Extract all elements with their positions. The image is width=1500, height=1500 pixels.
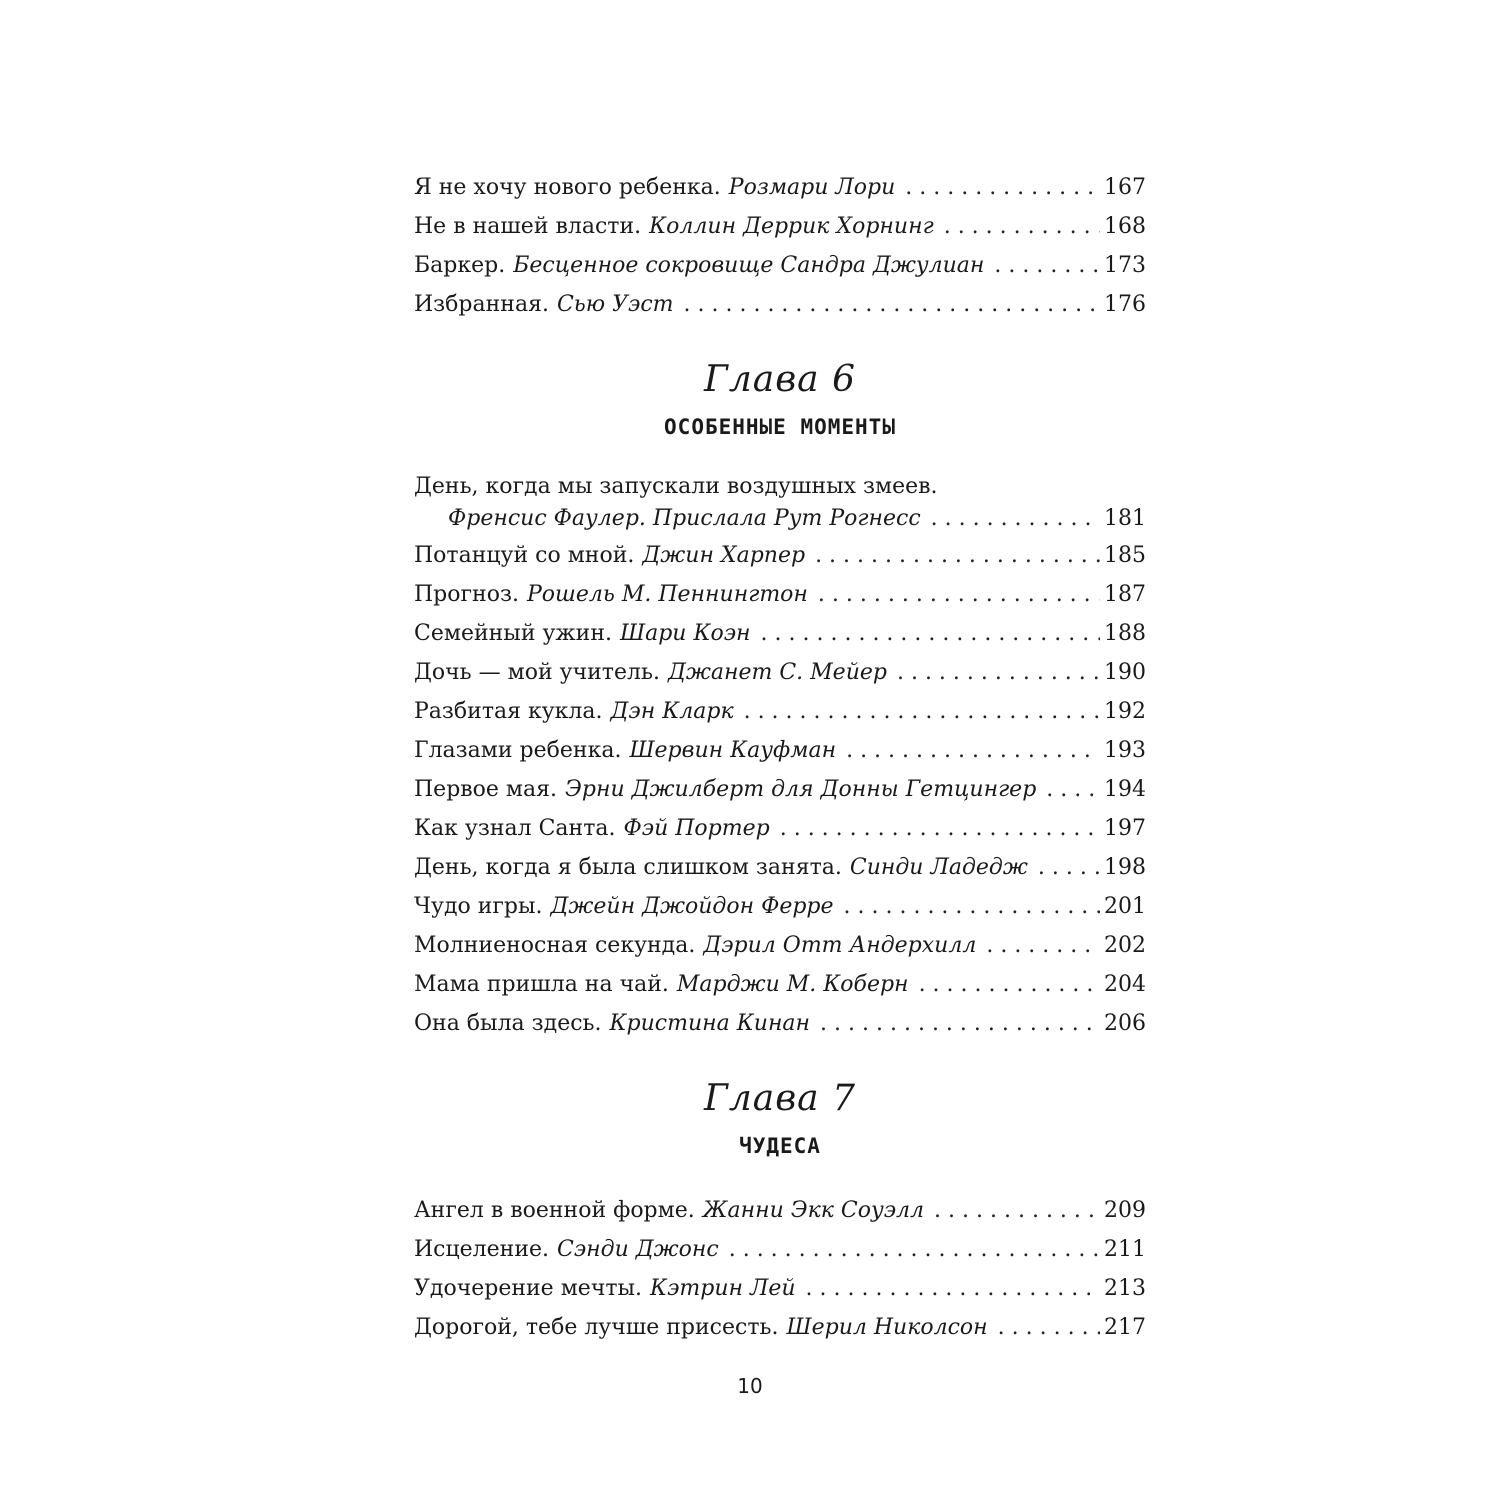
leader-dots — [780, 809, 1100, 848]
entry-page: 197 — [1104, 816, 1146, 841]
entry-author: Кристина Кинан — [609, 1011, 811, 1036]
entry-title: Как узнал Санта. — [414, 816, 616, 841]
entry-page: 168 — [1104, 214, 1146, 239]
leader-dots — [1046, 770, 1100, 809]
entry-page: 204 — [1104, 972, 1146, 997]
entry-author: Шерил Николсон — [786, 1315, 988, 1340]
entry-title: Чудо игры. — [414, 894, 543, 919]
entry-author: Коллин Деррик Хорнинг — [649, 214, 934, 239]
toc-entry — [414, 614, 1146, 653]
entry-page: 202 — [1104, 933, 1146, 958]
entry-title: Ангел в военной форме. — [414, 1198, 695, 1223]
entry-author: Джин Харпер — [642, 543, 806, 568]
leader-dots — [761, 614, 1100, 653]
entry-title: Она была здесь. — [414, 1011, 602, 1036]
leader-dots — [684, 285, 1100, 324]
leader-dots — [897, 653, 1100, 692]
page-number: 10 — [737, 1374, 763, 1398]
leader-dots — [986, 926, 1100, 965]
entry-author: Рошель М. Пеннингтон — [526, 582, 808, 607]
toc-entry — [414, 207, 1146, 246]
entry-author: Бесценное сокровище Сандра Джулиан — [513, 253, 985, 278]
entry-title: Дорогой, тебе лучше присесть. — [414, 1315, 779, 1340]
entry-author: Марджи М. Коберн — [676, 972, 909, 997]
entry-author: Джанет С. Мейер — [667, 660, 887, 685]
entry-title: Семейный ужин. — [414, 621, 612, 646]
leader-dots — [931, 502, 1100, 536]
leader-dots — [905, 168, 1100, 207]
chapter-heading: Глава 7 — [704, 1078, 856, 1119]
toc-entry — [414, 653, 1146, 692]
entry-page: 206 — [1104, 1011, 1146, 1036]
entry-author: Шари Коэн — [619, 621, 751, 646]
toc-entry — [414, 770, 1146, 809]
toc-entry — [414, 692, 1146, 731]
entry-title: Не в нашей власти. — [414, 214, 642, 239]
entry-page: 181 — [1104, 506, 1146, 531]
toc-entry — [414, 472, 1146, 536]
toc-entry — [414, 1269, 1146, 1308]
entry-title: Потанцуй со мной. — [414, 543, 635, 568]
entry-title: Я не хочу нового ребенка. — [414, 175, 721, 200]
toc-entry — [414, 168, 1146, 207]
entry-author: Сэнди Джонс — [557, 1237, 719, 1262]
toc-entry — [414, 887, 1146, 926]
chapter-6-list — [414, 472, 1146, 1043]
entry-author: Джейн Джойдон Ферре — [550, 894, 834, 919]
entry-page: 217 — [1104, 1315, 1146, 1340]
leader-dots — [934, 1191, 1100, 1230]
entry-page: 213 — [1104, 1276, 1146, 1301]
entry-page: 193 — [1104, 738, 1146, 763]
entry-title: Молниеносная секунда. — [414, 933, 696, 958]
toc-entry — [414, 809, 1146, 848]
entry-page: 198 — [1104, 855, 1146, 880]
entry-page: 192 — [1104, 699, 1146, 724]
entry-author: Дэрил Отт Андерхилл — [703, 933, 977, 958]
leader-dots — [846, 731, 1100, 770]
entry-author: Сью Уэст — [556, 292, 674, 317]
chapter-title: ОСОБЕННЫЕ МОМЕНТЫ — [664, 415, 896, 439]
leader-dots — [820, 1004, 1100, 1043]
entry-page: 167 — [1104, 175, 1146, 200]
entry-page: 209 — [1104, 1198, 1146, 1223]
table-of-contents — [414, 168, 1146, 1347]
entry-page: 190 — [1104, 660, 1146, 685]
toc-entry — [414, 536, 1146, 575]
toc-entry — [414, 848, 1146, 887]
entry-title: Избранная. — [414, 292, 549, 317]
entry-page: 176 — [1104, 292, 1146, 317]
leader-dots — [919, 965, 1100, 1004]
toc-entry — [414, 731, 1146, 770]
toc-entry — [414, 1191, 1146, 1230]
entry-page: 201 — [1104, 894, 1146, 919]
entry-title: День, когда мы запускали воздушных змеев. — [414, 474, 938, 499]
leader-dots — [994, 246, 1100, 285]
entry-author: Шервин Кауфман — [629, 738, 837, 763]
toc-entry — [414, 1004, 1146, 1043]
entry-title: Исцеление. — [414, 1237, 550, 1262]
leader-dots — [1038, 848, 1100, 887]
leader-dots — [944, 207, 1100, 246]
toc-entry — [414, 575, 1146, 614]
chapter-title: ЧУДЕСА — [739, 1134, 821, 1158]
leader-dots — [844, 887, 1100, 926]
entry-page: 185 — [1104, 543, 1146, 568]
entry-title: Баркер. — [414, 253, 506, 278]
entry-page: 173 — [1104, 253, 1146, 278]
entry-second-line — [414, 502, 1146, 536]
entry-title: Дочь — мой учитель. — [414, 660, 660, 685]
entry-author: Фэй Портер — [623, 816, 770, 841]
toc-top-list — [414, 168, 1146, 324]
entry-page: 187 — [1104, 582, 1146, 607]
leader-dots — [815, 536, 1100, 575]
entry-author: Френсис Фаулер. Прислала Рут Рогнесс — [448, 506, 921, 531]
entry-page: 194 — [1104, 777, 1146, 802]
leader-dots — [729, 1230, 1100, 1269]
toc-entry — [414, 965, 1146, 1004]
entry-title: Разбитая кукла. — [414, 699, 603, 724]
toc-entry — [414, 926, 1146, 965]
leader-dots — [998, 1308, 1100, 1347]
entry-title: Первое мая. — [414, 777, 558, 802]
chapter-7-list — [414, 1191, 1146, 1347]
entry-title: День, когда я была слишком занята. — [414, 855, 842, 880]
chapter-6-header — [414, 356, 1146, 442]
chapter-heading: Глава 6 — [704, 359, 856, 400]
leader-dots — [818, 575, 1100, 614]
toc-entry — [414, 1230, 1146, 1269]
chapter-7-header — [414, 1075, 1146, 1161]
entry-title: Удочерение мечты. — [414, 1276, 643, 1301]
entry-page: 211 — [1104, 1237, 1146, 1262]
entry-page: 188 — [1104, 621, 1146, 646]
entry-title: Глазами ребенка. — [414, 738, 622, 763]
entry-author: Кэтрин Лей — [650, 1276, 796, 1301]
entry-author: Синди Ладедж — [849, 855, 1028, 880]
toc-entry — [414, 1308, 1146, 1347]
leader-dots — [806, 1269, 1100, 1308]
toc-entry — [414, 246, 1146, 285]
leader-dots — [744, 692, 1100, 731]
entry-author: Дэн Кларк — [610, 699, 734, 724]
entry-title: Прогноз. — [414, 582, 519, 607]
entry-author: Розмари Лори — [728, 175, 896, 200]
entry-title: Мама пришла на чай. — [414, 972, 669, 997]
entry-author: Эрни Джилберт для Донны Гетцингер — [565, 777, 1037, 802]
entry-author: Жанни Экк Соуэлл — [702, 1198, 925, 1223]
toc-entry — [414, 285, 1146, 324]
